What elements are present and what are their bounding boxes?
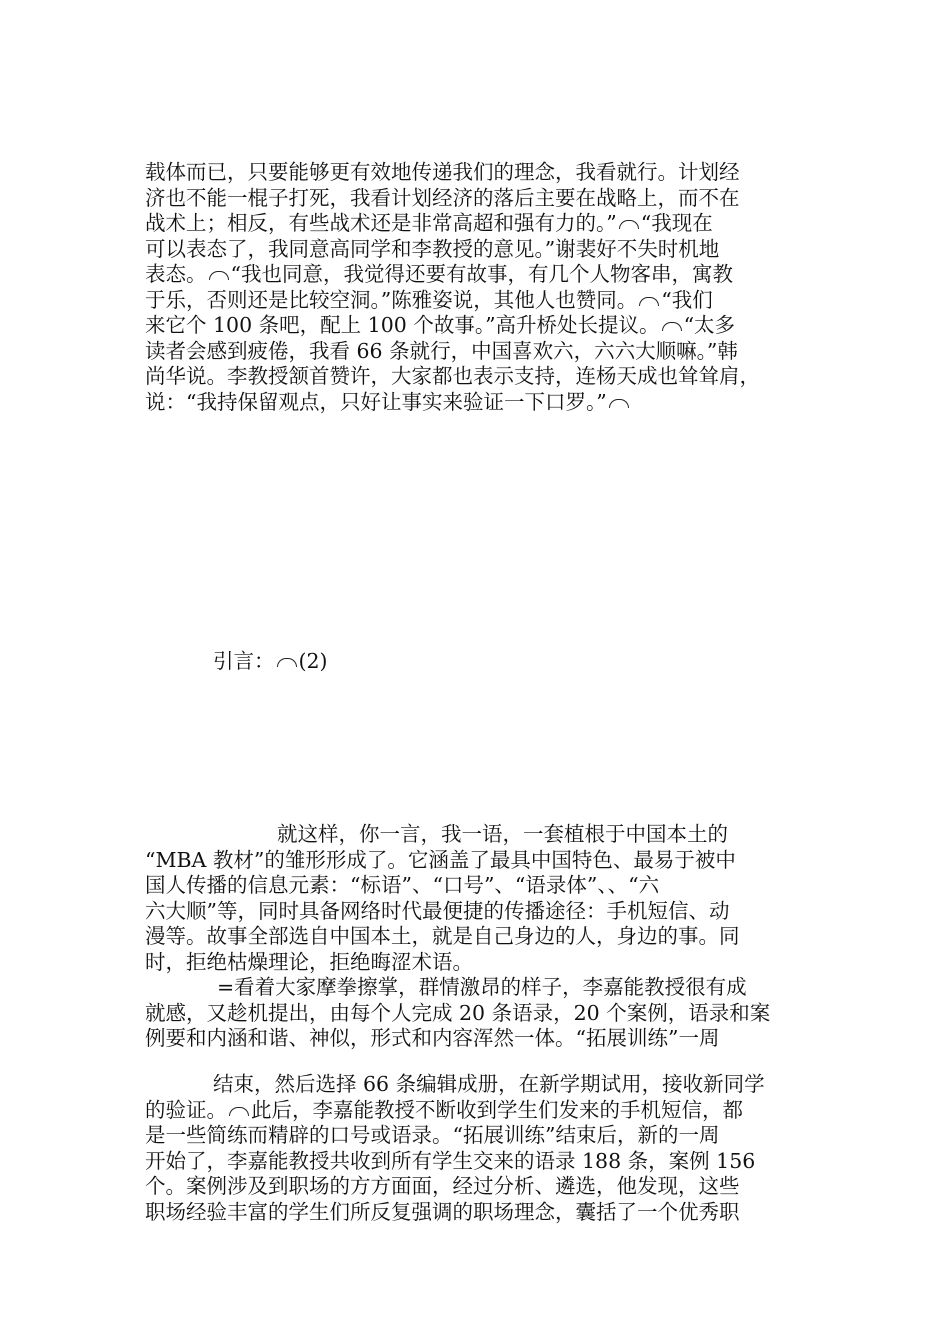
text-line: 可以表态了，我同意高同学和李教授的意见。”谢裴好不失时机地 — [145, 236, 720, 261]
paragraph-summary — [145, 822, 815, 975]
text-line: 尚华说。李教授颔首赞许，大家都也表示支持，连杨天成也耸耸肩， — [145, 364, 760, 388]
text-line: 就感，又趁机提出，由每个人完成 20 条语录，20 个案例，语录和案 — [145, 1000, 771, 1025]
text-line: 个。案例涉及到职场的方方面面，经过分析、遴选，他发现，这些 — [145, 1174, 740, 1198]
text-line: 于乐，否则还是比较空洞。”陈雅姿说，其他人也赞同。 “我们 — [145, 287, 713, 312]
text-line: 表态。 “我也同意，我觉得还要有故事，有几个人物客串，寓教 — [145, 262, 733, 286]
paragraph-mark-icon — [639, 297, 659, 306]
paragraph-dialogue — [145, 160, 815, 415]
text-line: 济也不能一棍子打死，我看计划经济的落后主要在战略上，而不在 — [145, 185, 740, 210]
text-line: 开始了，李嘉能教授共收到所有学生交来的语录 188 条，案例 156 — [145, 1148, 756, 1173]
paragraph-result — [145, 1072, 815, 1225]
text-line: 说：“我持保留观点，只好让事实来验证一下口罗。” — [145, 390, 815, 416]
text-line: 时，拒绝枯燥理论，拒绝晦涩术语。 — [145, 949, 473, 974]
text-line: 的验证。 此后，李嘉能教授不断收到学生们发来的手机短信，都 — [145, 1097, 743, 1122]
text-line: 载体而已，只要能够更有效地传递我们的理念，我看就行。计划经 — [145, 160, 740, 184]
paragraph-mark-icon — [609, 399, 629, 408]
paragraph-task — [145, 975, 815, 1052]
text-line: 就这样，你一言，我一语，一套植根于中国本土的 — [277, 822, 728, 846]
text-line: 来它个 100 条吧，配上 100 个故事。”高升桥处长提议。 “太多 — [145, 313, 736, 337]
text-line: 国人传播的信息元素：“标语”、“口号”、“语录体”、、“六 — [145, 873, 660, 897]
text-line: 读者会感到疲倦，我看 66 条就行，中国喜欢六，六六大顺嘛。”韩 — [145, 338, 738, 363]
text-line: 结束，然后选择 66 条编辑成册，在新学期试用，接收新同学 — [213, 1072, 765, 1096]
text-line: 职场经验丰富的学生们所反复强调的职场理念，囊括了一个优秀职 — [145, 1199, 740, 1224]
text-line: “MBA 教材”的雏形形成了。它涵盖了最具中国特色、最易于被中 — [145, 847, 736, 872]
paragraph-mark-icon — [229, 1107, 249, 1116]
paragraph-mark-icon — [209, 271, 229, 280]
paragraph-mark-icon — [277, 658, 297, 667]
text-line: 是一些简练而精辟的口号或语录。“拓展训练”结束后，新的一周 — [145, 1123, 720, 1147]
text-line: 例要和内涵和谐、神似，形式和内容浑然一体。“拓展训练”一周 — [145, 1026, 720, 1050]
text-line: 漫等。故事全部选自中国本土，就是自己身边的人，身边的事。同 — [145, 924, 740, 948]
paragraph-mark-icon — [662, 322, 682, 331]
section-heading: 引言： (2) — [213, 649, 328, 673]
paragraph-mark-icon — [619, 220, 639, 229]
text-line: 六大顺”等，同时具备网络时代最便捷的传播途径：手机短信、动 — [145, 898, 730, 923]
text-line: 战术上；相反，有些战术还是非常高超和强有力的。” “我现在 — [145, 211, 713, 235]
text-line: =看着大家摩拳擦掌，群情激昂的样子，李嘉能教授很有成 — [217, 975, 747, 999]
